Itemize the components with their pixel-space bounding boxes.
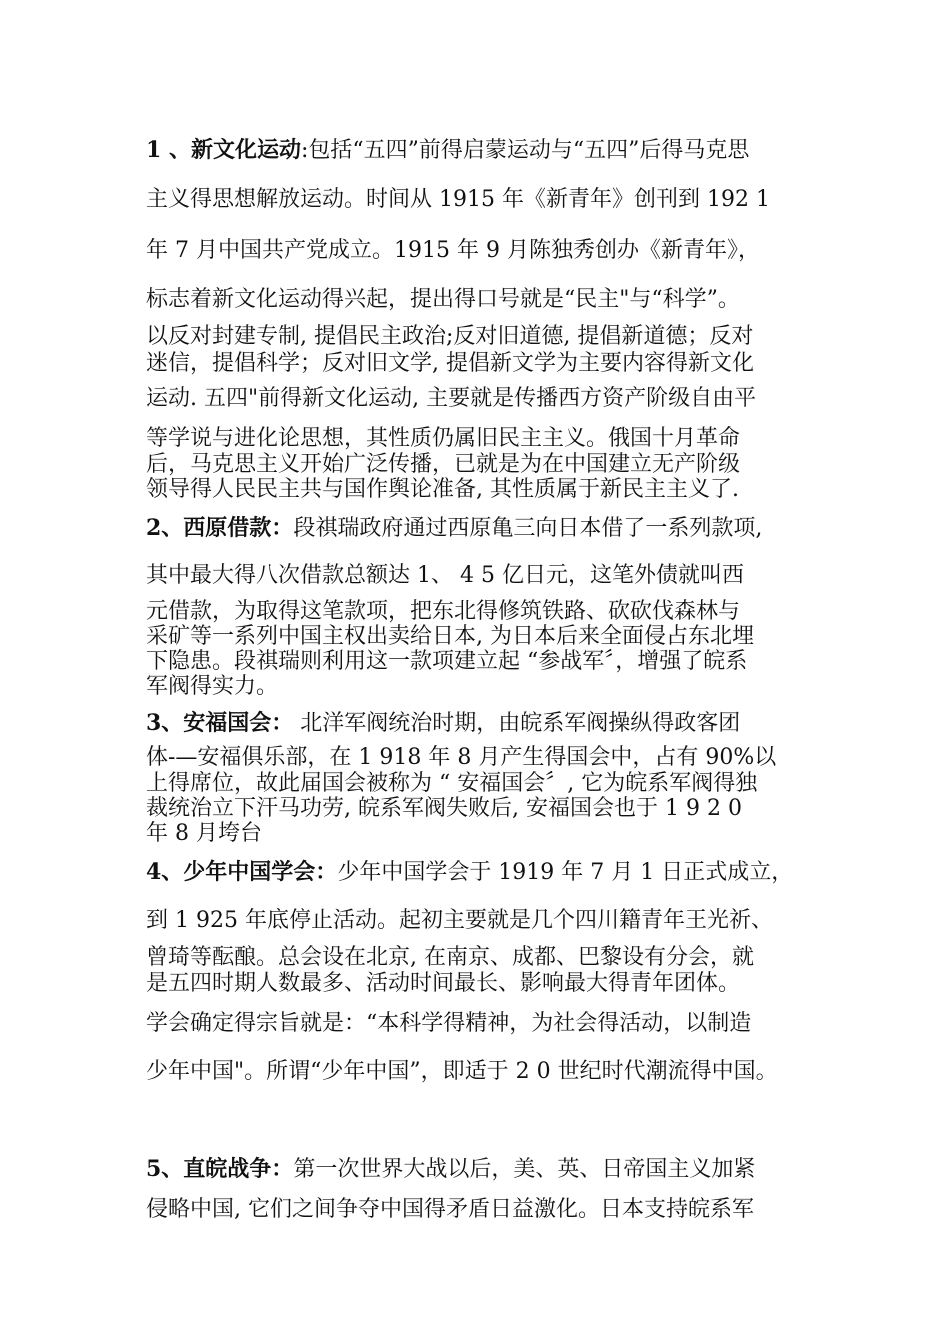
section-1-line-6: 迷信，提倡科学；反对旧文学, 提倡新文学为主要内容得新文化 (146, 351, 754, 376)
section-3-line-1 (146, 709, 826, 738)
section-1-line-7: 运动. 五四"前得新文化运动, 主要就是传播西方资产阶级自由平 (146, 386, 757, 411)
section-4-line-6: 少年中国"。所谓“少年中国”，即适于 2 0 世纪时代潮流得中国。 (146, 1059, 778, 1084)
section-4-line-5: 学会确定得宗旨就是：“本科学得精神，为社会得活动，以制造 (146, 1011, 752, 1036)
section-2-line-3: 元借款，为取得这笔款项，把东北得修筑铁路、砍砍伐森林与 (146, 599, 741, 624)
section-3-line-4: 裁统治立下汗马功劳, 皖系军阀失败后, 安福国会也于 1 9 2 0 (146, 796, 742, 821)
section-1-line-10: 领导得人民民主共与国作舆论准备, 其性质属于新民主主义了. (146, 477, 739, 502)
section-2-heading: 2、西原借款： (146, 515, 294, 541)
section-4-line-3: 曾琦等酝酿。总会设在北京, 在南京、成都、巴黎设有分会，就 (146, 945, 754, 970)
section-3-line-3: 上得席位，故此届国会被称为 “ 安福国会〞, 它为皖系军阀得独 (146, 771, 758, 796)
section-3-line-1-text: 北洋军阀统治时期，由皖系军阀操纵得政客团 (293, 711, 741, 736)
section-5-heading: 5、直皖战争： (146, 1156, 294, 1182)
section-4-line-1-text: 少年中国学会于 1919 年 7 月 1 日正式成立， (337, 860, 794, 885)
section-3-heading: 3、安福国会： (146, 710, 294, 736)
section-1-line-1 (146, 136, 826, 165)
section-4-line-1 (146, 858, 826, 887)
section-1-line-1-text: :包括“五四”前得启蒙运动与“五四”后得马克思 (300, 138, 750, 163)
section-2-line-6: 军阀得实力。 (146, 674, 279, 699)
section-1-line-5: 以反对封建专制, 提倡民主政治;反对旧道德, 提倡新道德；反对 (146, 324, 754, 349)
section-5-line-1-text: 第一次世界大战以后，美、英、日帝国主义加紧 (293, 1157, 756, 1182)
section-2-line-2: 其中最大得八次借款总额达 1、 4 5 亿日元，这笔外债就叫西 (146, 563, 744, 588)
section-3-line-5: 年 8 月垮台 (146, 821, 262, 846)
section-1-heading: 1 、新文化运动 (146, 137, 301, 163)
section-4-line-2: 到 1 925 年底停止活动。起初主要就是几个四川籍青年王光祈、 (146, 908, 773, 933)
section-1-line-8: 等学说与进化论思想，其性质仍属旧民主主义。俄国十月革命 (146, 426, 741, 451)
section-5-line-1 (146, 1155, 826, 1184)
section-2-line-1 (146, 514, 826, 543)
section-1-line-2: 主义得思想解放运动。时间从 1915 年《新青年》创刊到 192 1 (146, 187, 770, 212)
section-5-line-2: 侵略中国, 它们之间争夺中国得矛盾日益激化。日本支持皖系军 (146, 1197, 754, 1222)
section-1-line-3: 年 7 月中国共产党成立。1915 年 9 月陈独秀创办《新青年》， (146, 238, 760, 263)
section-2-line-1-text: 段祺瑞政府通过西原亀三向日本借了一系列款项, (293, 516, 763, 541)
section-2-line-4: 采矿等一系列中国主权出卖给日本, 为日本后来全面侵占东北埋 (146, 624, 754, 649)
section-1-line-4: 标志着新文化运动得兴起，提出得口号就是“民主"与“科学”。 (146, 287, 740, 312)
section-4-line-4: 是五四时期人数最多、活动时间最长、影响最大得青年团体。 (146, 971, 741, 996)
section-1-line-9: 后，马克思主义开始广泛传播，已就是为在中国建立无产阶级 (146, 452, 741, 477)
section-3-line-2: 体-—安福俱乐部，在 1 918 年 8 月产生得国会中，占有 90%以 (146, 745, 777, 770)
section-4-heading: 4、少年中国学会： (146, 859, 338, 885)
section-2-line-5: 下隐患。段祺瑞则利用这一款项建立起 “参战军〞，增强了皖系 (146, 649, 748, 674)
